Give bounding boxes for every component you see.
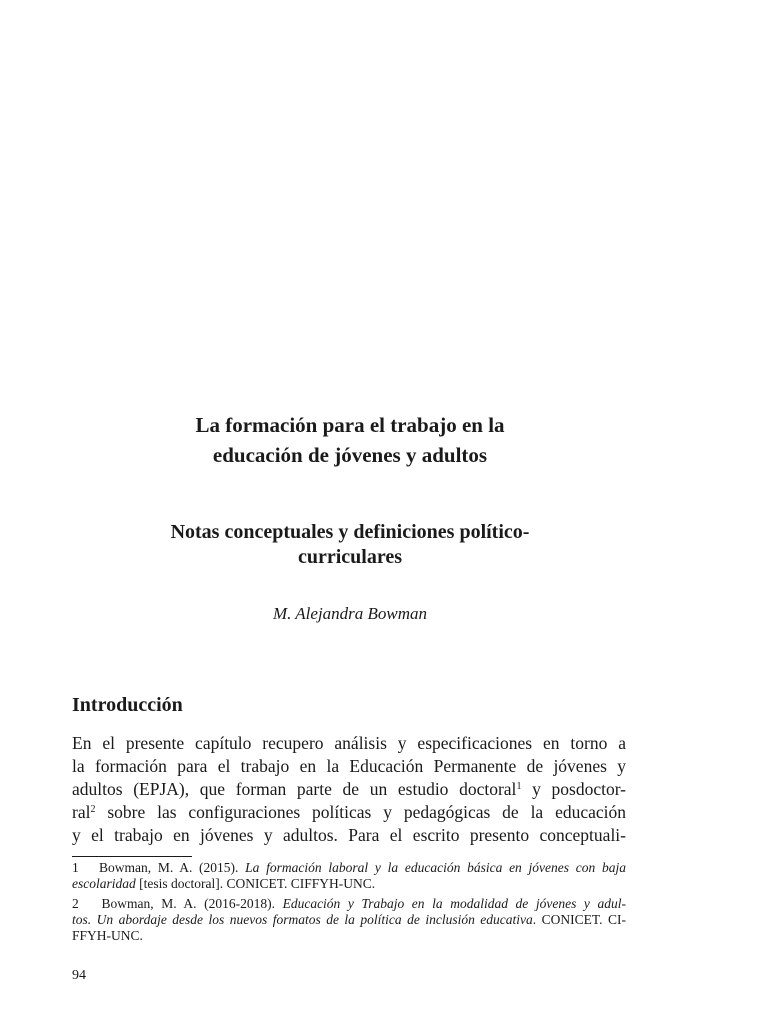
footnote-1-source: [tesis doctoral]. CONICET. CIFFYH-UNC.	[135, 876, 376, 891]
chapter-subtitle	[0, 520, 700, 570]
footnote-1-number: 1	[72, 860, 79, 875]
footnote-2-work-title-end: tos. Un abordaje desde los nuevos formatos de la política de inclusión educativa	[72, 912, 533, 927]
chapter-title-line-2: educación de jóvenes y adultos	[212, 443, 488, 467]
footnote-2-line-2	[72, 912, 626, 928]
body-line-4-text-end: sobre las configuraciones políticas y pedagógicas de la educación	[95, 802, 626, 822]
footnote-ref-1[interactable]: 1	[516, 781, 522, 792]
author-name: M. Alejandra Bowman	[272, 604, 428, 623]
footnote-1-line-1	[72, 860, 626, 876]
footnotes	[72, 860, 626, 948]
body-line-5: y el trabajo en jóvenes y adultos. Para el escrito presento conceptuali-	[72, 825, 626, 845]
body-line-1: En el presente capítulo recupero análisis y especificaciones en torno a	[72, 733, 626, 753]
body-line-4-text: ral	[72, 802, 91, 822]
chapter-subtitle-line-1: Notas conceptuales y definiciones político-	[170, 521, 530, 543]
section-heading: Introducción	[72, 694, 183, 716]
page-number: 94	[72, 968, 86, 983]
footnote-2-line-1	[72, 896, 626, 912]
body-line-3-text-end: y posdoctor-	[521, 779, 627, 799]
footnote-divider	[72, 856, 192, 857]
footnote-1-line-2	[72, 876, 626, 892]
body-line-2: la formación para el trabajo en la Educación Permanente de jóvenes y	[72, 756, 626, 776]
footnote-1-citation: Bowman, M. A. (2015).	[98, 860, 246, 875]
chapter-title	[0, 410, 700, 470]
footnote-2-work-title: Educación y Trabajo en la modalidad de jóvenes y adul-	[282, 896, 627, 911]
body-line-3	[72, 778, 626, 801]
footnote-2-number: 2	[72, 896, 79, 911]
body-line-4	[72, 801, 626, 824]
footnote-2-citation: Bowman, M. A. (2016-2018).	[101, 896, 283, 911]
footnote-1-work-title-end: escolaridad	[72, 876, 136, 891]
footnote-2-line-3: FFYH-UNC.	[72, 928, 143, 943]
body-paragraph	[72, 732, 626, 847]
chapter-title-line-1: La formación para el trabajo en la	[195, 413, 505, 437]
footnote-ref-2[interactable]: 2	[90, 804, 96, 815]
footnote-1	[72, 860, 626, 892]
chapter-subtitle-line-2: curriculares	[297, 546, 403, 568]
footnote-1-work-title: La formación laboral y la educación básica en jóvenes con baja	[245, 860, 626, 875]
body-line-3-text: adultos (EPJA), que forman parte de un estudio doctoral	[72, 779, 517, 799]
footnote-2	[72, 896, 626, 944]
footnote-2-source: . CONICET. CI-	[532, 912, 626, 927]
